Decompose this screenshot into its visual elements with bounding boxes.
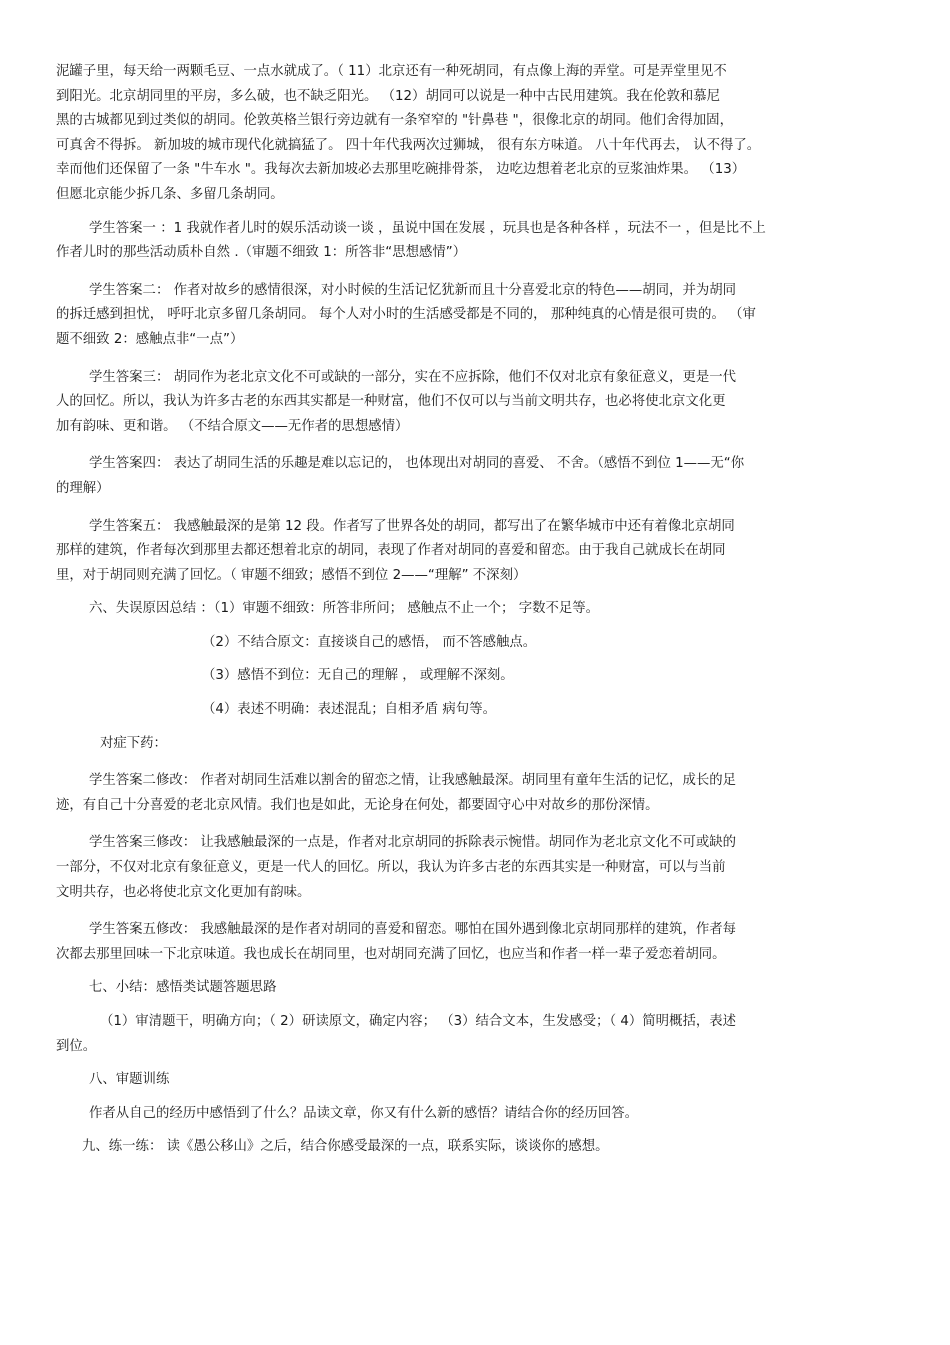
- revised-answer-3: [56, 831, 898, 905]
- text-line: 幸而他们还保留了一条 "牛车水 "。我每次去新加坡必去那里吃碗排骨茶， 边吃边想着老北京的豆浆油炸果。 （13）: [56, 162, 746, 178]
- text-line: 到阳光。北京胡同里的平房，多么破，也不缺乏阳光。 （12）胡同可以说是一种中古民用建筑。我在伦敦和慕尼: [56, 88, 721, 104]
- text-line: 次都去那里回味一下北京味道。我也成长在胡同里，也对胡同充满了回忆，也应当和作者一样一辈子爱恋着胡同。: [56, 946, 726, 962]
- text-line: 作者儿时的那些活动质朴自然 .（审题不细致 1：所答非“思想感情”）: [56, 245, 467, 261]
- section-7-body: [56, 1010, 898, 1059]
- text-line: 可真舍不得拆。 新加坡的城市现代化就搞猛了。 四十年代我两次过狮城， 很有东方味道。 八十年代再去， 认不得了。: [56, 137, 761, 153]
- text-line: 黑的古城都见到过类似的胡同。伦敦英格兰银行旁边就有一条窄窄的 "针鼻巷 "，很像北京的胡同。他们舍得加固，: [56, 113, 733, 129]
- text-line: 题不细致 2：感触点非“一点”）: [56, 331, 244, 347]
- text-line: 那样的建筑，作者每次到那里去都还想着北京的胡同，表现了作者对胡同的喜爱和留恋。由于我自己就成长在胡同: [56, 543, 726, 559]
- text-line: （2）不结合原文：直接谈自己的感悟， 而不答感触点。: [202, 634, 537, 650]
- text-line: 九、练一练： 读《愚公移山》之后，结合你感受最深的一点，联系实际，谈谈你的感想。: [82, 1139, 609, 1155]
- document-page: [56, 60, 898, 1160]
- text-line: 对症下药：: [100, 735, 167, 751]
- text-line: 里，对于胡同则充满了回忆。（ 审题不细致；感悟不到位 2——“理解” 不深刻）: [56, 567, 527, 583]
- revised-answer-2: [56, 769, 898, 818]
- text-line: 的拆迁感到担忧， 呼吁北京多留几条胡同。 每个人对小时的生活感受都是不同的， 那种纯真的心情是很可贵的。 （审: [56, 307, 756, 323]
- text-line: 八、审题训练: [89, 1072, 170, 1088]
- student-answer-1: [56, 217, 898, 266]
- text-line: 人的回忆。所以，我认为许多古老的东西其实都是一种财富，他们不仅可以与当前文明共存，也必将使北京文化更: [56, 394, 726, 410]
- remedy-label: [56, 732, 898, 757]
- text-line: （1）审清题干，明确方向；（ 2）研读原文，确定内容； （3）结合文本，生发感受；（ 4）简明概括，表述: [100, 1014, 737, 1029]
- text-line: 但愿北京能少拆几条、多留几条胡同。: [56, 186, 284, 202]
- student-answer-3: [56, 366, 898, 440]
- section-9: [56, 1135, 898, 1160]
- text-line: 的理解）: [56, 480, 110, 496]
- text-line: 作者从自己的经历中感悟到了什么？品读文章，你又有什么新的感悟？请结合你的经历回答。: [89, 1105, 639, 1121]
- text-line: 加有韵味、更和谐。 （不结合原文——无作者的思想感情）: [56, 418, 409, 434]
- text-line: 七、小结：感悟类试题答题思路: [89, 980, 277, 996]
- text-line: 学生答案二修改： 作者对胡同生活难以割舍的留恋之情，让我感触最深。胡同里有童年生活的记忆，成长的足: [89, 773, 737, 789]
- section-8-heading: [56, 1068, 898, 1093]
- passage-paragraph: [56, 60, 898, 208]
- section-6-item: [56, 631, 898, 656]
- text-line: 泥罐子里，每天给一两颗毛豆、一点水就成了。（ 11）北京还有一种死胡同，有点像上海的弄堂。可是弄堂里见不: [56, 64, 727, 79]
- text-line: 一部分，不仅对北京有象征意义，更是一代人的回忆。所以，我认为许多古老的东西其实是一种财富，可以与当前: [56, 860, 726, 876]
- text-line: （4）表述不明确：表述混乱；自相矛盾 病句等。: [202, 702, 496, 718]
- student-answer-5: [56, 515, 898, 589]
- text-line: 六、失误原因总结 ：（1）审题不细致：所答非所问； 感触点不止一个； 字数不足等。: [89, 601, 600, 617]
- student-answer-2: [56, 279, 898, 353]
- section-6-heading: [56, 597, 898, 622]
- text-line: 迹，有自己十分喜爱的老北京风情。我们也是如此，无论身在何处，都要固守心中对故乡的那份深情。: [56, 797, 659, 813]
- section-6-item: [56, 698, 898, 723]
- text-line: 学生答案四： 表达了胡同生活的乐趣是难以忘记的， 也体现出对胡同的喜爱、 不舍。（感悟不到位 1——无“你: [89, 456, 745, 472]
- student-answer-4: [56, 452, 898, 501]
- text-line: 学生答案二： 作者对故乡的感情很深，对小时候的生活记忆犹新而且十分喜爱北京的特色——胡同，并为胡同: [89, 282, 737, 298]
- text-line: 学生答案五修改： 我感触最深的是作者对胡同的喜爱和留恋。哪怕在国外遇到像北京胡同那样的建筑，作者每: [89, 922, 737, 938]
- text-line: 学生答案三修改： 让我感触最深的一点是，作者对北京胡同的拆除表示惋惜。胡同作为老北京文化不可或缺的: [89, 835, 737, 851]
- section-6-item: [56, 664, 898, 689]
- revised-answer-5: [56, 918, 898, 967]
- text-line: 到位。: [56, 1038, 97, 1054]
- text-line: 学生答案五： 我感触最深的是第 12 段。作者写了世界各处的胡同，都写出了在繁华城市中还有着像北京胡同: [89, 518, 735, 534]
- text-line: （3）感悟不到位：无自己的理解 ， 或理解不深刻。: [202, 668, 514, 684]
- text-line: 学生答案一 ：1 我就作者儿时的娱乐活动谈一谈 ，虽说中国在发展 ，玩具也是各种各样 ，玩法不一 ，但是比不上: [89, 220, 766, 236]
- section-7-heading: [56, 976, 898, 1001]
- section-8-body: [56, 1102, 898, 1127]
- text-line: 文明共存，也必将使北京文化更加有韵味。: [56, 884, 311, 900]
- text-line: 学生答案三： 胡同作为老北京文化不可或缺的一部分，实在不应拆除，他们不仅对北京有象征意义，更是一代: [89, 369, 737, 385]
